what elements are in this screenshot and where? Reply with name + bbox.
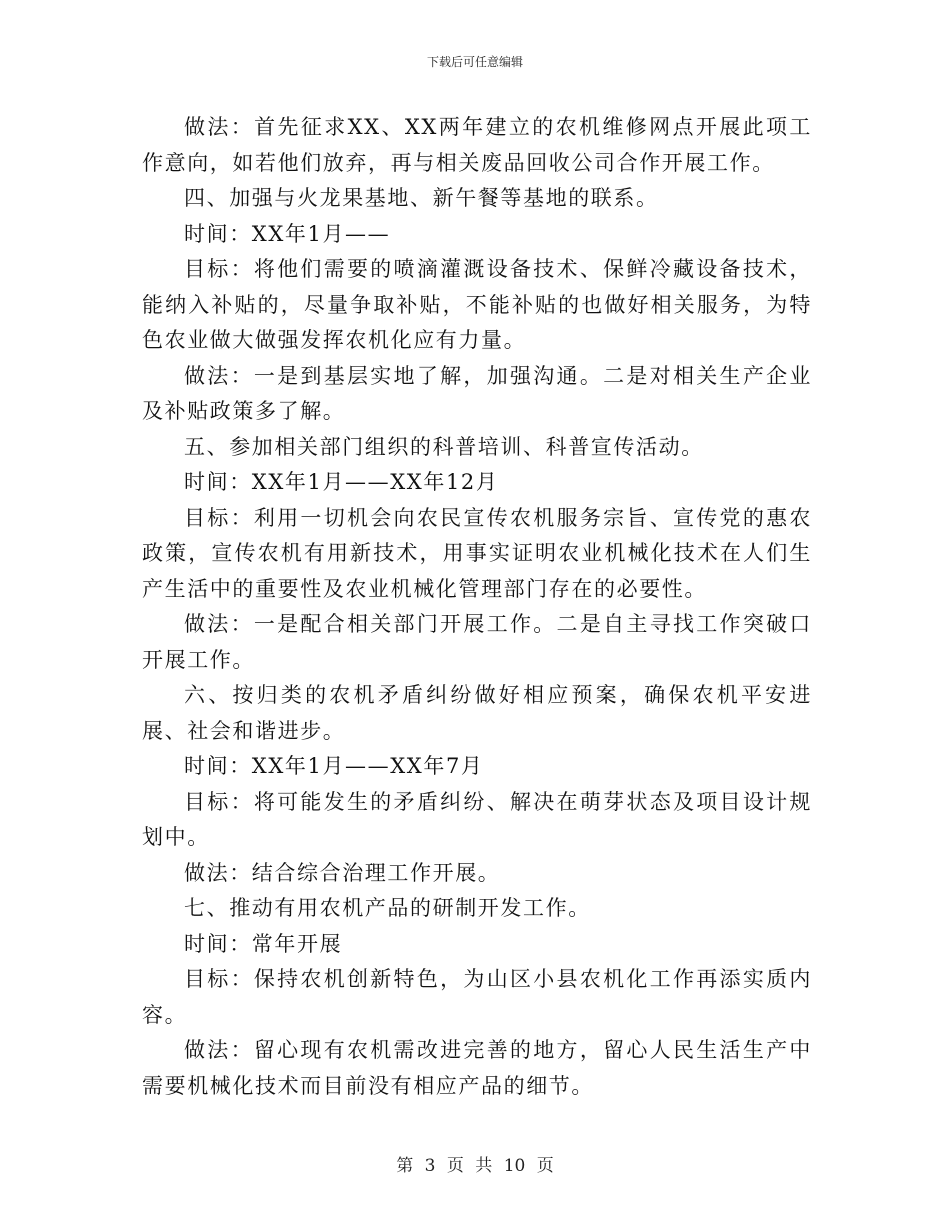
paragraph: 做法：一是到基层实地了解，加强沟通。二是对相关生产企业及补贴政策多了解。 — [142, 363, 812, 423]
paragraph: 时间：XX年1月—— — [184, 221, 391, 246]
paragraph: 时间：XX年1月——XX年12月 — [184, 470, 499, 494]
paragraph: 目标：将他们需要的喷滴灌溉设备技术、保鲜冷藏设备技术，能纳入补贴的，尽量争取补贴，不能补贴的也做好相关服务，为特色农业做大做强发挥农机化应有力量。 — [142, 257, 812, 352]
section-heading-4: 四、加强与火龙果基地、新午餐等基地的联系。 — [184, 186, 659, 210]
paragraph: 目标：保持农机创新特色，为山区小县农机化工作再添实质内容。 — [142, 967, 812, 1027]
page-header: 下载后可任意编辑 — [426, 55, 523, 69]
paragraph: 目标：利用一切机会向农民宣传农机服务宗旨、宣传党的惠农政策，宣传农机有用新技术，用事实证明农业机械化技术在人们生产生活中的重要性及农业机械化管理部门存在的必要性。 — [142, 505, 812, 601]
paragraph: 做法：首先征求XX、XX两年建立的农机维修网点开展此项工作意向，如若他们放弃，再与相关废品回收公司合作开展工作。 — [142, 115, 812, 175]
paragraph: 时间：常年开展 — [184, 931, 343, 956]
section-heading-6: 六、按归类的农机矛盾纠纷做好相应预案，确保农机平安进展、社会和谐进步。 — [142, 683, 812, 743]
section-heading-5: 五、参加相关部门组织的科普培训、科普宣传活动。 — [184, 434, 704, 459]
page-number: 第 3 页 共 10 页 — [396, 1156, 554, 1176]
paragraph: 目标：将可能发生的矛盾纠纷、解决在萌芽状态及项目设计规划中。 — [142, 789, 812, 849]
paragraph: 做法：一是配合相关部门开展工作。二是自主寻找工作突破口开展工作。 — [142, 612, 812, 672]
section-heading-7: 七、推动有用农机产品的研制开发工作。 — [184, 896, 591, 920]
paragraph: 做法：留心现有农机需改进完善的地方，留心人民生活生产中需要机械化技术而目前没有相应产品的细节。 — [142, 1038, 812, 1098]
paragraph: 做法：结合综合治理工作开展。 — [184, 860, 501, 885]
document-body — [142, 110, 812, 1104]
paragraph: 时间：XX年1月——XX年7月 — [184, 754, 484, 778]
